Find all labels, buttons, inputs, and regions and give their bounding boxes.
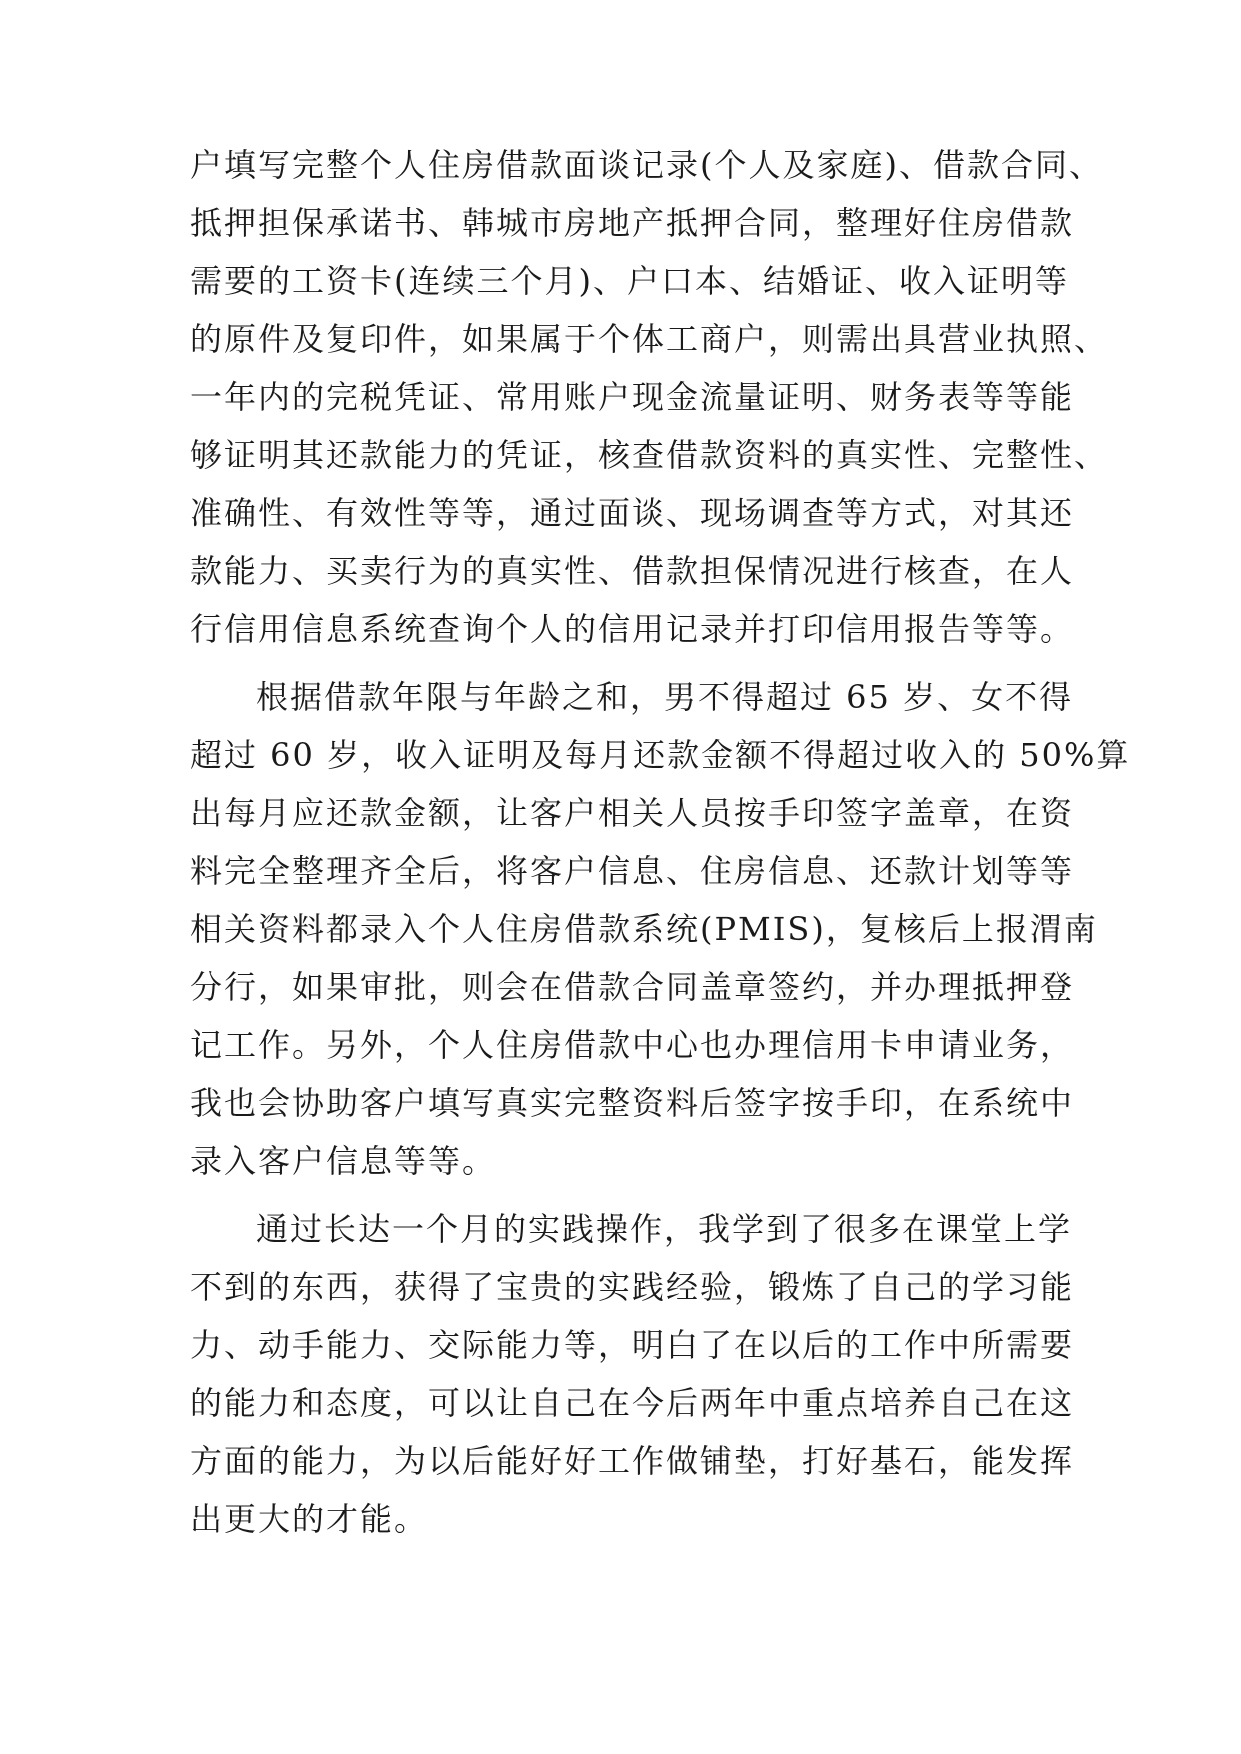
text-line: 相关资料都录入个人住房借款系统(PMIS)，复核后上报渭南: [190, 910, 1098, 948]
text-line: 出更大的才能。: [190, 1500, 429, 1538]
text-line: 抵押担保承诺书、韩城市房地产抵押合同，整理好住房借款: [190, 204, 1075, 242]
paragraph-3: [190, 1200, 1075, 1548]
text-line: 一年内的完税凭证、常用账户现金流量证明、财务表等等能: [190, 378, 1075, 416]
text-line: 超过 60 岁，收入证明及每月还款金额不得超过收入的 50%算: [190, 736, 1131, 774]
text-line: 行信用信息系统查询个人的信用记录并打印信用报告等等。: [190, 610, 1075, 648]
paragraph-spacer: [190, 1190, 1050, 1200]
text-line: 不到的东西，获得了宝贵的实践经验，锻炼了自己的学习能: [190, 1268, 1075, 1306]
text-line: 的能力和态度，可以让自己在今后两年中重点培养自己在这: [190, 1384, 1075, 1422]
text-line: 方面的能力，为以后能好好工作做铺垫，打好基石，能发挥: [190, 1442, 1075, 1480]
text-line: 分行，如果审批，则会在借款合同盖章签约，并办理抵押登: [190, 968, 1075, 1006]
text-line: 的原件及复印件，如果属于个体工商户，则需出具营业执照、: [190, 320, 1109, 358]
text-line: 记工作。另外，个人住房借款中心也办理信用卡申请业务，: [190, 1026, 1075, 1064]
text-line-indented: 根据借款年限与年龄之和，男不得超过 65 岁、女不得: [256, 678, 1074, 716]
text-line: 够证明其还款能力的凭证，核查借款资料的真实性、完整性、: [190, 436, 1109, 474]
paragraph-2: [190, 668, 1131, 1190]
paragraph-spacer: [190, 658, 1050, 668]
text-line: 准确性、有效性等等，通过面谈、现场调查等方式，对其还: [190, 494, 1075, 532]
document-body: [190, 136, 1131, 1548]
text-line: 力、动手能力、交际能力等，明白了在以后的工作中所需要: [190, 1326, 1075, 1364]
text-line-indented: 通过长达一个月的实践操作，我学到了很多在课堂上学: [256, 1210, 1073, 1248]
text-line: 需要的工资卡(连续三个月)、户口本、结婚证、收入证明等: [190, 262, 1069, 300]
text-line: 录入客户信息等等。: [190, 1142, 497, 1180]
text-line: 户填写完整个人住房借款面谈记录(个人及家庭)、借款合同、: [190, 146, 1103, 184]
text-line: 料完全整理齐全后，将客户信息、住房信息、还款计划等等: [190, 852, 1075, 890]
text-line: 我也会协助客户填写真实完整资料后签字按手印，在系统中: [190, 1084, 1075, 1122]
text-line: 出每月应还款金额，让客户相关人员按手印签字盖章，在资: [190, 794, 1075, 832]
paragraph-1: [190, 136, 1109, 658]
text-line: 款能力、买卖行为的真实性、借款担保情况进行核查，在人: [190, 552, 1075, 590]
